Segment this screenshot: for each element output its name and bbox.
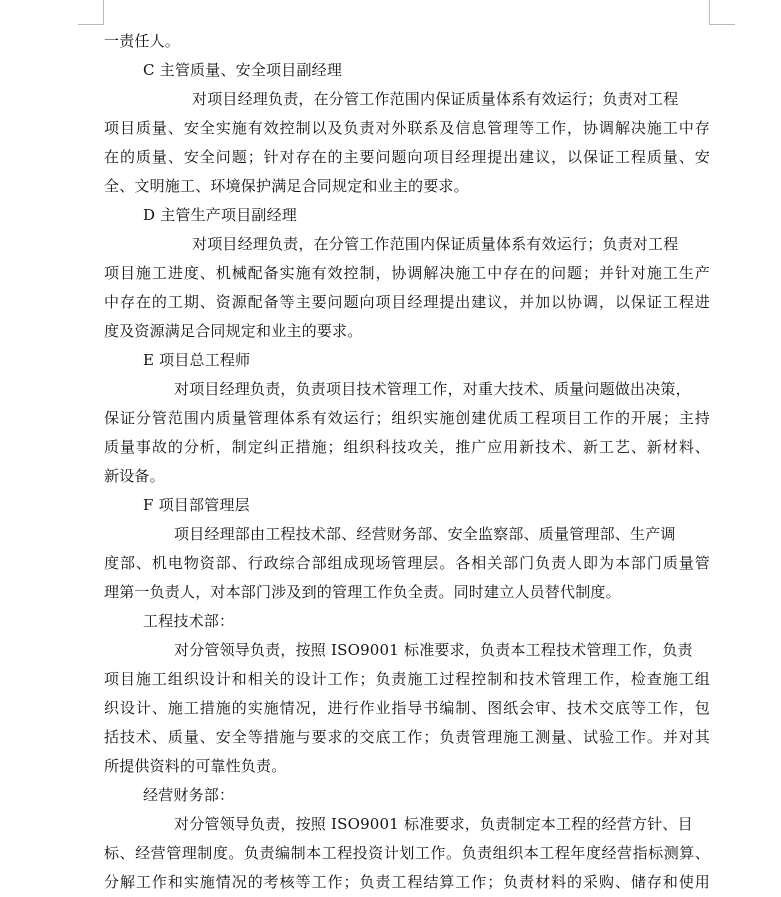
paragraph-line: 质量事故的分析，制定纠正措施；组织科技攻关，推广应用新技术、新工艺、新材料、 (104, 438, 710, 456)
paragraph-line: 项目施工进度、机械配备实施有效控制，协调解决施工中存在的问题；并针对施工生产 (104, 264, 710, 282)
section-heading: D 主管生产项目副经理 (143, 206, 297, 224)
paragraph-line: 度部、机电物资部、行政综合部组成现场管理层。各相关部门负责人即为本部门质量管 (104, 554, 710, 572)
paragraph-line: 度及资源满足合同规定和业主的要求。 (104, 322, 363, 340)
paragraph-line: 对项目经理负责，在分管工作范围内保证质量体系有效运行；负责对工程 (192, 90, 679, 108)
paragraph-line: 分解工作和实施情况的考核等工作；负责工程结算工作；负责材料的采购、储存和使用 (104, 873, 710, 891)
paragraph-line: 全、文明施工、环境保护满足合同规定和业主的要求。 (104, 177, 469, 195)
section-heading: C 主管质量、安全项目副经理 (143, 61, 343, 79)
document-body (104, 27, 710, 897)
paragraph-line: 织设计、施工措施的实施情况，进行作业指导书编制、图纸会审、技术交底等工作，包 (104, 699, 710, 717)
margin-corner-mark-left (78, 0, 104, 25)
paragraph-line: 对项目经理负责，负责项目技术管理工作，对重大技术、质量问题做出决策， (174, 380, 691, 398)
paragraph-line: 在的质量、安全问题；针对存在的主要问题向项目经理提出建议，以保证工程质量、安 (104, 148, 710, 166)
paragraph-line: 理第一负责人，对本部门涉及到的管理工作负全责。同时建立人员替代制度。 (104, 583, 621, 601)
paragraph-line: 对分管领导负责，按照 ISO9001 标准要求，负责本工程技术管理工作，负责 (174, 641, 693, 659)
paragraph-line: 项目施工组织设计和相关的设计工作；负责施工过程控制和技术管理工作，检查施工组 (104, 670, 710, 688)
paragraph-line: 对分管领导负责，按照 ISO9001 标准要求，负责制定本工程的经营方针、目 (174, 815, 693, 833)
section-heading: E 项目总工程师 (143, 351, 251, 369)
paragraph-line: 保证分管范围内质量管理体系有效运行；组织实施创建优质工程项目工作的开展；主持 (104, 409, 710, 427)
paragraph-line: 所提供资料的可靠性负责。 (104, 757, 287, 775)
margin-corner-mark-right (709, 0, 735, 25)
section-heading: F 项目部管理层 (143, 496, 250, 514)
paragraph-line: 中存在的工期、资源配备等主要问题向项目经理提出建议，并加以协调，以保证工程进 (104, 293, 710, 311)
paragraph-line: 对项目经理负责，在分管工作范围内保证质量体系有效运行；负责对工程 (192, 235, 679, 253)
paragraph-line: 新设备。 (104, 467, 165, 485)
paragraph-line: 项目经理部由工程技术部、经营财务部、安全监察部、质量管理部、生产调 (174, 525, 676, 543)
paragraph-line: 标、经营管理制度。负责编制本工程投资计划工作。负责组织本工程年度经营指标测算、 (104, 844, 710, 862)
paragraph-line: 一责任人。 (104, 32, 181, 50)
section-heading: 工程技术部： (143, 612, 235, 630)
paragraph-line: 括技术、质量、安全等措施与要求的交底工作；负责管理施工测量、试验工作。并对其 (104, 728, 710, 746)
paragraph-line: 项目质量、安全实施有效控制以及负责对外联系及信息管理等工作，协调解决施工中存 (104, 119, 710, 137)
section-heading: 经营财务部： (143, 786, 235, 804)
